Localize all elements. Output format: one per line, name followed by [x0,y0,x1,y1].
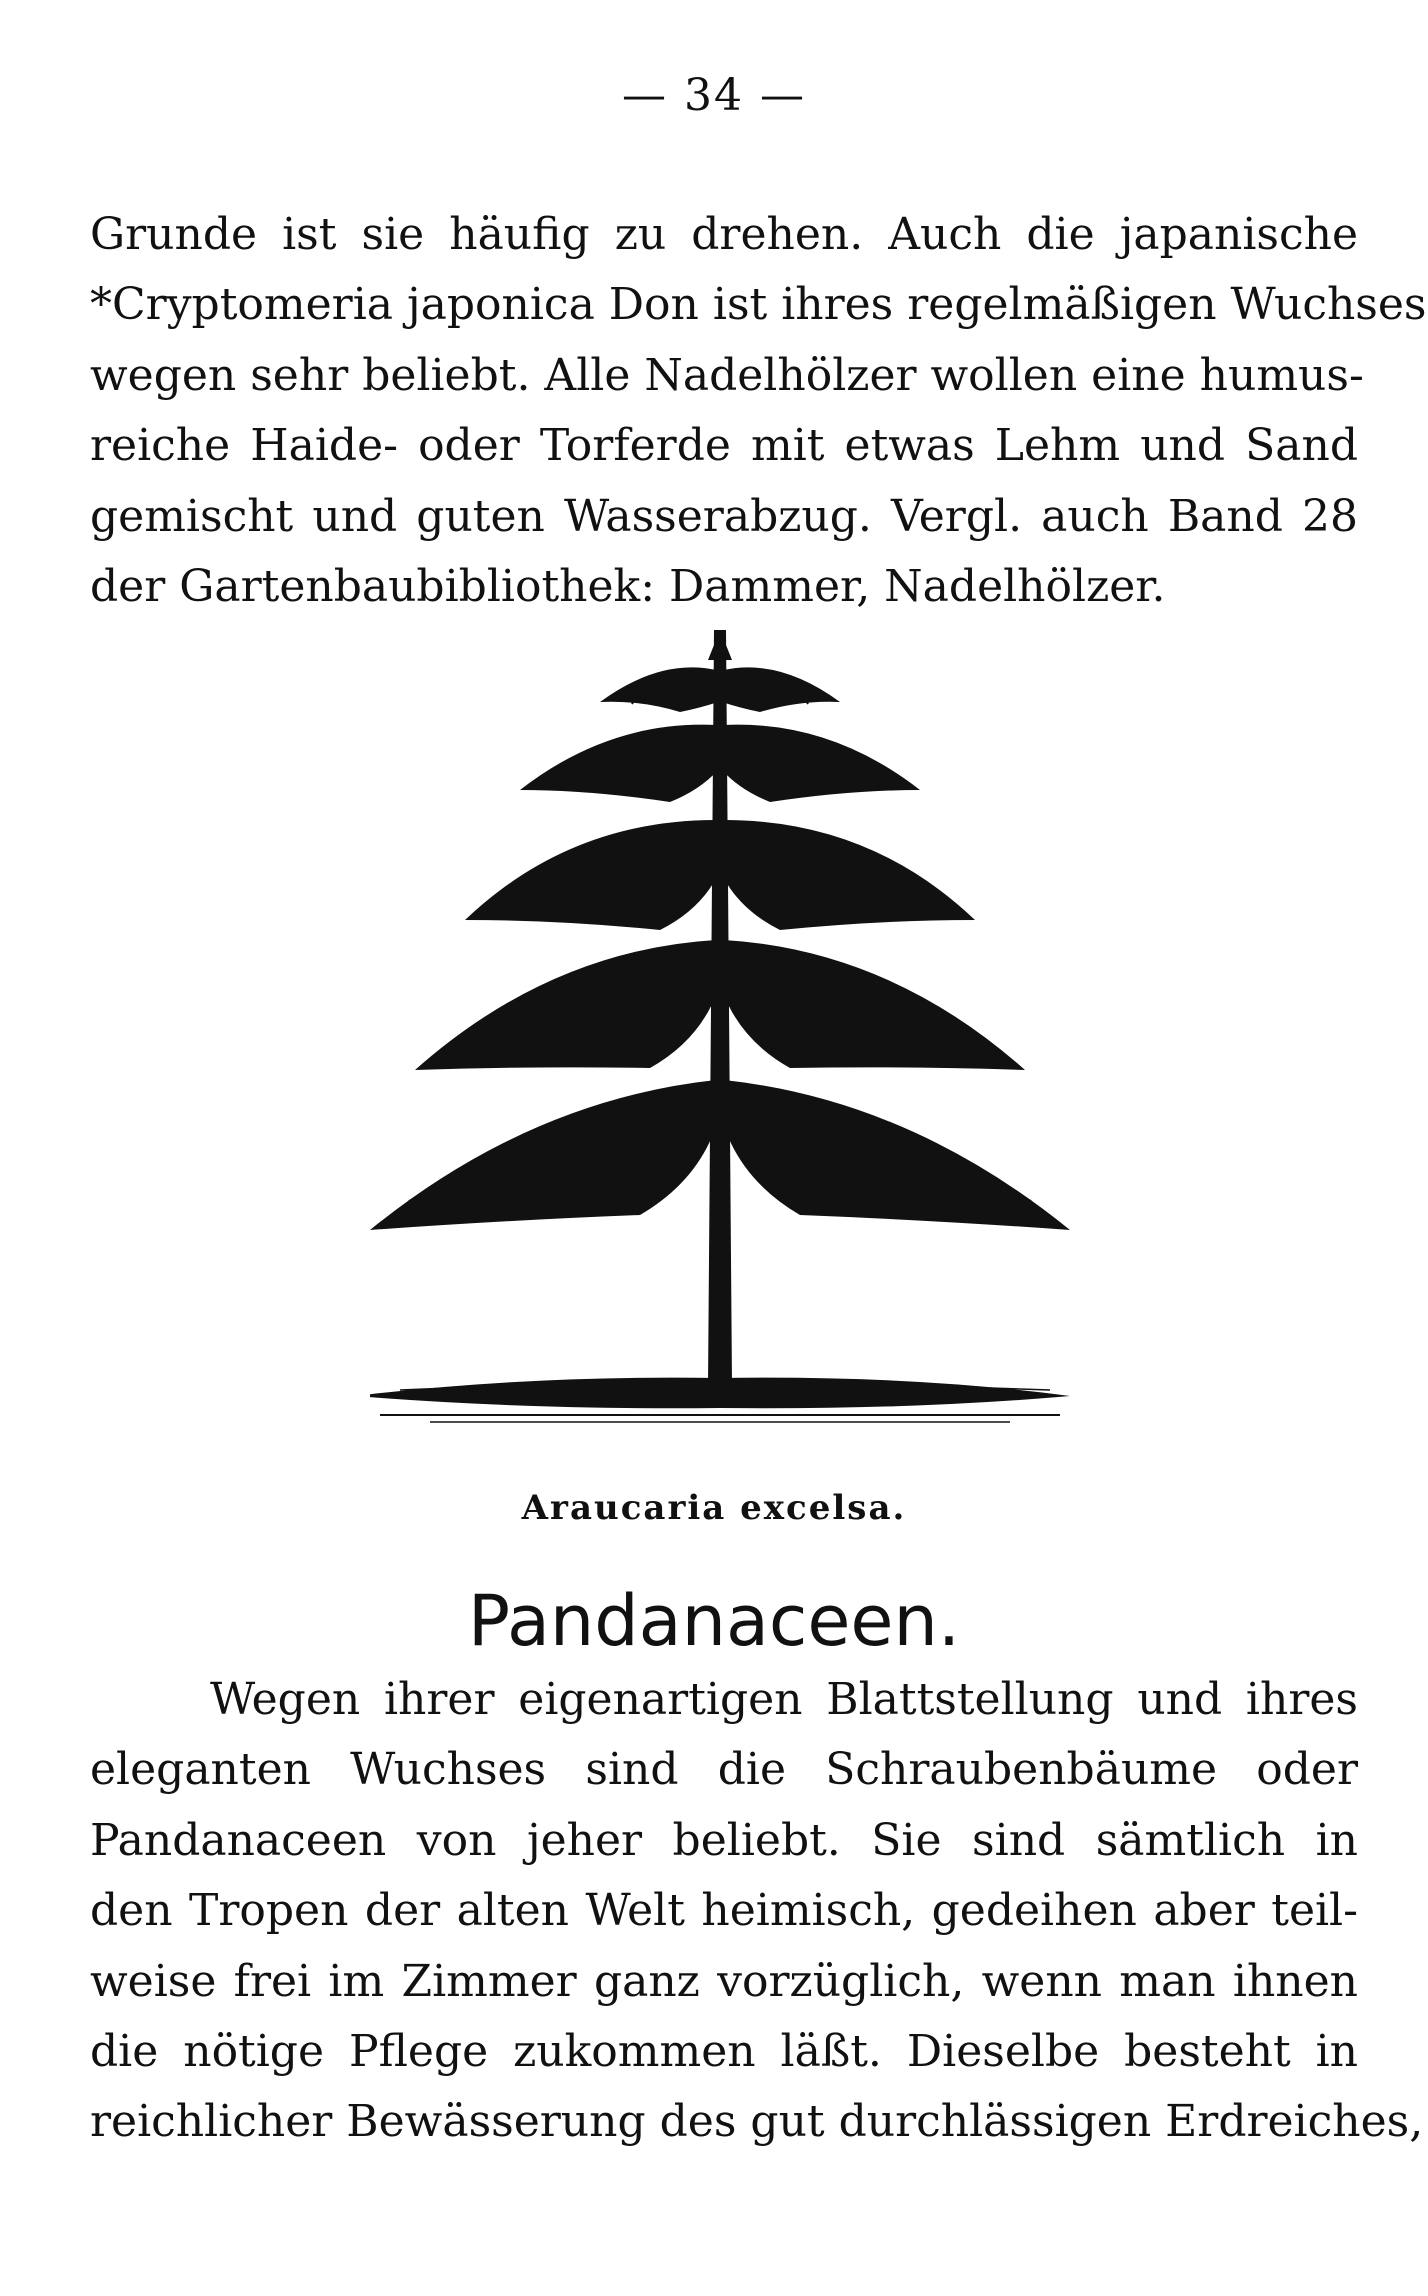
text-line: wegen sehr beliebt. Alle Nadelhölzer wollen eine humus- [90,349,1364,401]
text-line: eleganten Wuchses sind die Schraubenbäume oder [90,1744,1358,1796]
section-heading: Pandanaceen. [467,1580,961,1662]
text-line: Grunde ist sie häufig zu drehen. Auch die japanische [90,209,1358,260]
figure-caption: Araucaria excelsa. [521,1488,907,1528]
text-line: weise frei im Zimmer ganz vorzüglich, wenn man ihnen [90,1955,1358,2007]
text-line: gemischt und guten Wasserabzug. Vergl. auch Band 28 [90,490,1358,542]
text-line: Wegen ihrer eigenartigen Blattstellung und ihres [210,1674,1358,1725]
text-line: die nötige Pflege zukommen läßt. Dieselbe besteht in [90,2025,1358,2077]
text-line: Pandanaceen von jeher beliebt. Sie sind sämtlich in [90,1814,1358,1866]
text-line: den Tropen der alten Welt heimisch, gedeihen aber teil- [90,1885,1358,1937]
paragraph-pandanaceen [90,1665,1424,2158]
araucaria-illustration [370,630,1070,1430]
text-line: der Gartenbaubibliothek: Dammer, Nadelhölzer. [90,560,1166,612]
text-line: reichlicher Bewässerung des gut durchlässigen Erdreiches, [90,2096,1424,2148]
text-line: reiche Haide- oder Torferde mit etwas Lehm und Sand [90,420,1358,472]
page-number: — 34 — [622,70,806,121]
text-line: *Cryptomeria japonica Don ist ihres regelmäßigen Wuchses [90,279,1427,331]
paragraph-conifers [90,200,1427,622]
